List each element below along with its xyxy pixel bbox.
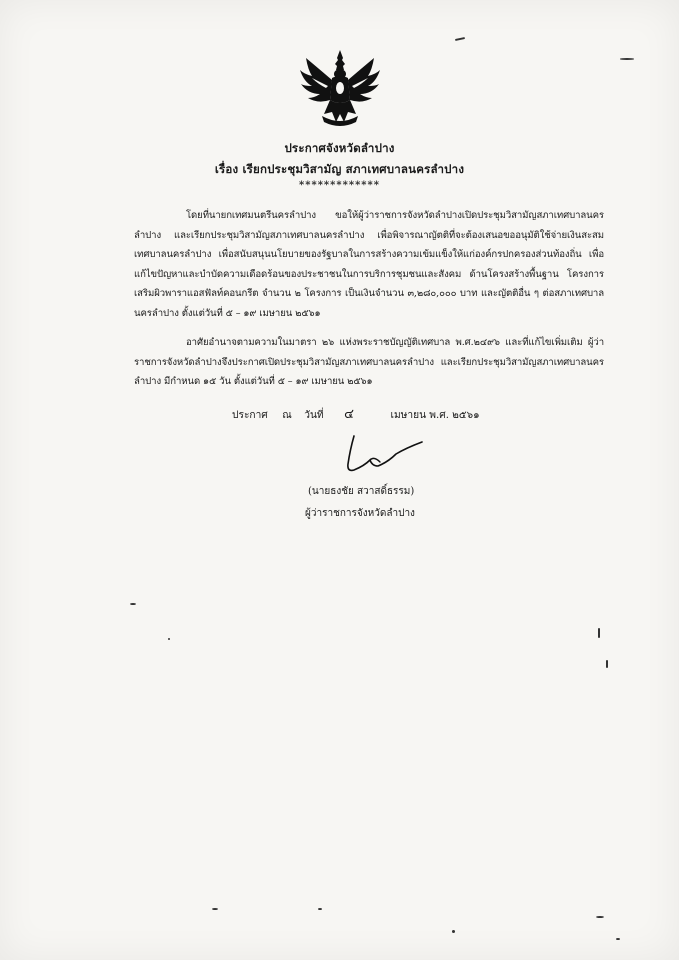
scan-speck [452, 930, 455, 933]
scan-speck [168, 638, 170, 640]
scan-speck [318, 908, 322, 910]
at-label: ณ [282, 410, 292, 421]
announced-label: ประกาศ [232, 410, 268, 421]
month-year: เมษายน พ.ศ. ๒๕๖๑ [390, 410, 480, 421]
scan-speck [455, 37, 465, 41]
garuda-emblem-icon [298, 48, 382, 132]
signer-position: ผู้ว่าราชการจังหวัดลำปาง [305, 508, 415, 519]
scan-speck [620, 58, 634, 60]
document-subject: เรื่อง เรียกประชุมวิสามัญ สภาเทศบาลนครลำปาง [214, 162, 465, 176]
scan-speck [212, 908, 218, 910]
signer-name: (นายธงชัย สวาสดิ์ธรรม) [308, 486, 415, 497]
scan-speck [598, 628, 600, 638]
day-value: ๔ [344, 407, 354, 422]
handwritten-signature [340, 432, 430, 478]
body-paragraph-1: โดยที่นายกเทศมนตรีนครลำปาง ขอให้ผู้ว่าราชการจังหวัดลำปางเปิดประชุมวิสามัญสภาเทศบาลนครลำปาง และเรียกประชุมวิสามัญสภาเทศบาลนครลำปาง เพื่อพิจารณาญัตติที่จะต้องเสนอขออนุมัติใช้จ่ายเงินสะสมเทศบาลนครลำปาง เพื่อสนับสนุนนโยบายของรัฐบาลในการสร้างความเข้มแข็งให้แก่องค์กรปกครองส่วนท้องถิ่น เพื่อแก้ไขปัญหาและบำบัดความเดือดร้อนของประชาชนในการบริการชุมชนและสังคม ด้านโครงสร้างพื้นฐาน โครงการเสริมผิวพาราแอสฟัลท์คอนกรีต จำนวน ๒ โครงการ เป็นเงินจำนวน ๓,๒๘๐,๐๐๐ บาท และญัตติอื่น ๆ ต่อสภาเทศบาลนครลำปาง ตั้งแต่วันที่ ๕ – ๑๙ เมษายน ๒๕๖๑ [134, 210, 604, 319]
document-title: ประกาศจังหวัดลำปาง [284, 141, 395, 155]
body-paragraph-2: อาศัยอำนาจตามความในมาตรา ๒๖ แห่งพระราชบัญญัติเทศบาล พ.ศ.๒๔๙๖ และที่แก้ไขเพิ่มเติม ผู้ว่าราชการจังหวัดลำปางจึงประกาศเปิดประชุมวิสามัญสภาเทศบาลนครลำปาง และเรียกประชุมวิสามัญสภาเทศบาลนครลำปาง มีกำหนด ๑๕ วัน ตั้งแต่วันที่ ๕ – ๑๙ เมษายน ๒๕๖๑ [134, 337, 604, 387]
scan-speck [596, 916, 604, 918]
scan-speck [130, 603, 136, 605]
scan-speck [606, 660, 608, 668]
announcement-date-line [232, 403, 480, 424]
title-separator: ************* [299, 180, 380, 191]
day-label: วันที่ [304, 410, 324, 421]
scan-speck [616, 938, 620, 940]
